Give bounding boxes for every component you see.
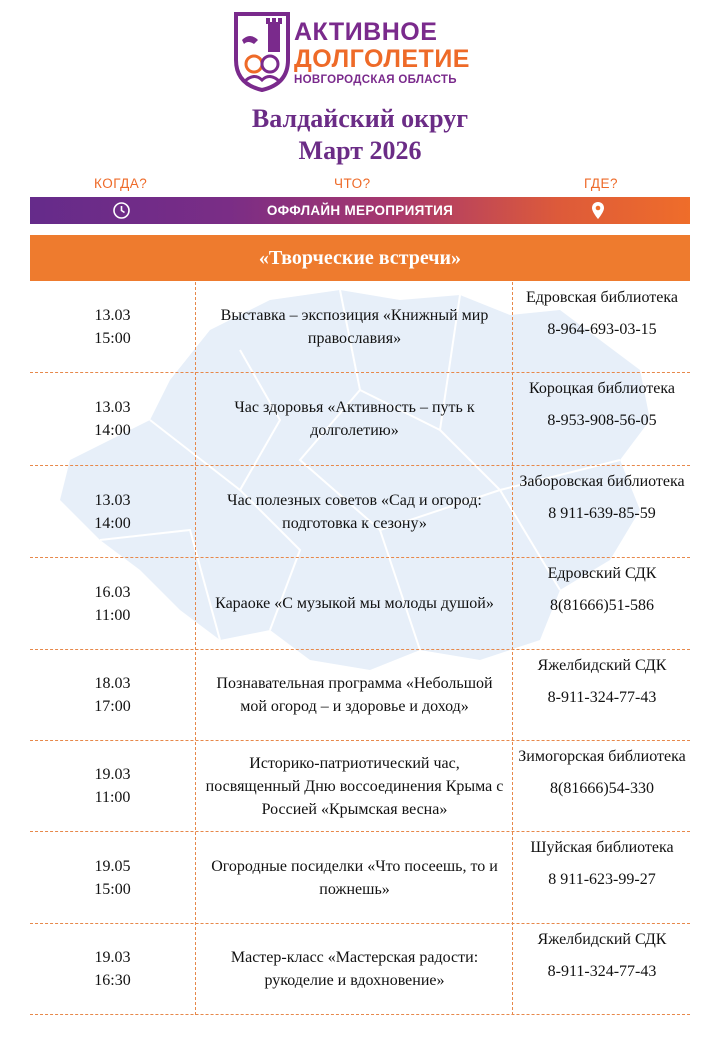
column-divider: [512, 282, 513, 1015]
page-title: Валдайский округ: [251, 104, 469, 133]
event-title: Выставка – экспозиция «Книжный мир православия»: [220, 307, 489, 347]
event-title: Историко-патриотический час, посвященный Дню воссоединения Крыма с Россией «Крымская весна»: [205, 754, 504, 818]
location-pin-icon: [591, 201, 605, 220]
event-place: Шуйская библиотека: [530, 839, 674, 856]
event-time: 17:00: [94, 698, 131, 715]
event-phone: 8(81666)51-586: [550, 597, 654, 614]
banner-label: ОФФЛАЙН МЕРОПРИЯТИЯ: [266, 203, 454, 218]
event-date: 18.03: [94, 675, 131, 692]
event-time: 14:00: [94, 514, 131, 532]
event-title: Мастер-класс «Мастерская радости: рукоделие и вдохновение»: [230, 949, 479, 989]
event-time: 15:00: [94, 880, 131, 898]
event-time: 11:00: [94, 789, 131, 806]
event-phone: 8 911-623-99-27: [548, 871, 656, 888]
event-place: Заборовская библиотека: [519, 473, 685, 490]
event-phone: 8-911-324-77-43: [547, 689, 657, 706]
section-title: «Творческие встречи»: [258, 247, 462, 269]
event-date: 19.03: [94, 949, 131, 966]
logo: [232, 10, 494, 94]
table-row: [30, 466, 690, 558]
events-table: [30, 282, 690, 1015]
event-time: 16:30: [94, 972, 131, 989]
event-place: Едровская библиотека: [526, 289, 678, 306]
event-title: Познавательная программа «Небольшой мой огород – и здоровье и доход»: [216, 675, 493, 715]
event-phone: 8-911-324-77-43: [547, 963, 657, 980]
event-date: 19.03: [94, 766, 131, 783]
event-date: 19.05: [94, 857, 131, 875]
table-row: [30, 373, 690, 466]
table-row: [30, 741, 690, 832]
column-header-where: ГДЕ?: [584, 176, 619, 191]
event-phone: 8-953-908-56-05: [547, 412, 657, 429]
event-phone: 8-964-693-03-15: [547, 321, 657, 338]
event-place: Яжелбидский СДК: [537, 657, 667, 674]
event-time: 14:00: [94, 422, 131, 439]
logo-line-3: НОВГОРОДСКАЯ ОБЛАСТЬ: [294, 74, 457, 86]
event-date: 13.03: [94, 307, 131, 324]
table-row: [30, 282, 690, 373]
event-date: 16.03: [94, 583, 131, 601]
event-time: 15:00: [94, 330, 131, 347]
column-header-what: ЧТО?: [334, 176, 371, 191]
table-row: [30, 650, 690, 741]
column-divider: [195, 282, 196, 1015]
table-row: [30, 558, 690, 650]
event-date: 13.03: [94, 399, 131, 416]
table-row: [30, 924, 690, 1015]
event-title: Огородные посиделки «Что посеешь, то и пожнешь»: [211, 857, 498, 898]
event-place: Зимогорская библиотека: [518, 748, 686, 765]
logo-emblem-icon: [232, 10, 292, 92]
event-title: Караоке «С музыкой мы молоды душой»: [215, 595, 494, 612]
page-subtitle: Март 2026: [298, 136, 422, 165]
column-header-when: КОГДА?: [94, 176, 148, 191]
table-row: [30, 832, 690, 924]
event-place: Короцкая библиотека: [529, 380, 675, 397]
event-title: Час здоровья «Активность – путь к долголетию»: [234, 399, 475, 439]
event-phone: 8(81666)54-330: [550, 780, 654, 797]
section-header: [30, 235, 690, 281]
offline-events-banner: [30, 197, 690, 224]
logo-line-1: АКТИВНОЕ: [294, 18, 438, 46]
event-place: Едровский СДК: [547, 565, 657, 582]
event-place: Яжелбидский СДК: [537, 931, 667, 948]
event-time: 11:00: [94, 606, 131, 624]
event-title: Час полезных советов «Сад и огород: подготовка к сезону»: [227, 491, 482, 532]
event-phone: 8 911-639-85-59: [548, 505, 656, 522]
logo-line-2: ДОЛГОЛЕТИЕ: [294, 45, 470, 73]
event-date: 13.03: [94, 491, 131, 509]
